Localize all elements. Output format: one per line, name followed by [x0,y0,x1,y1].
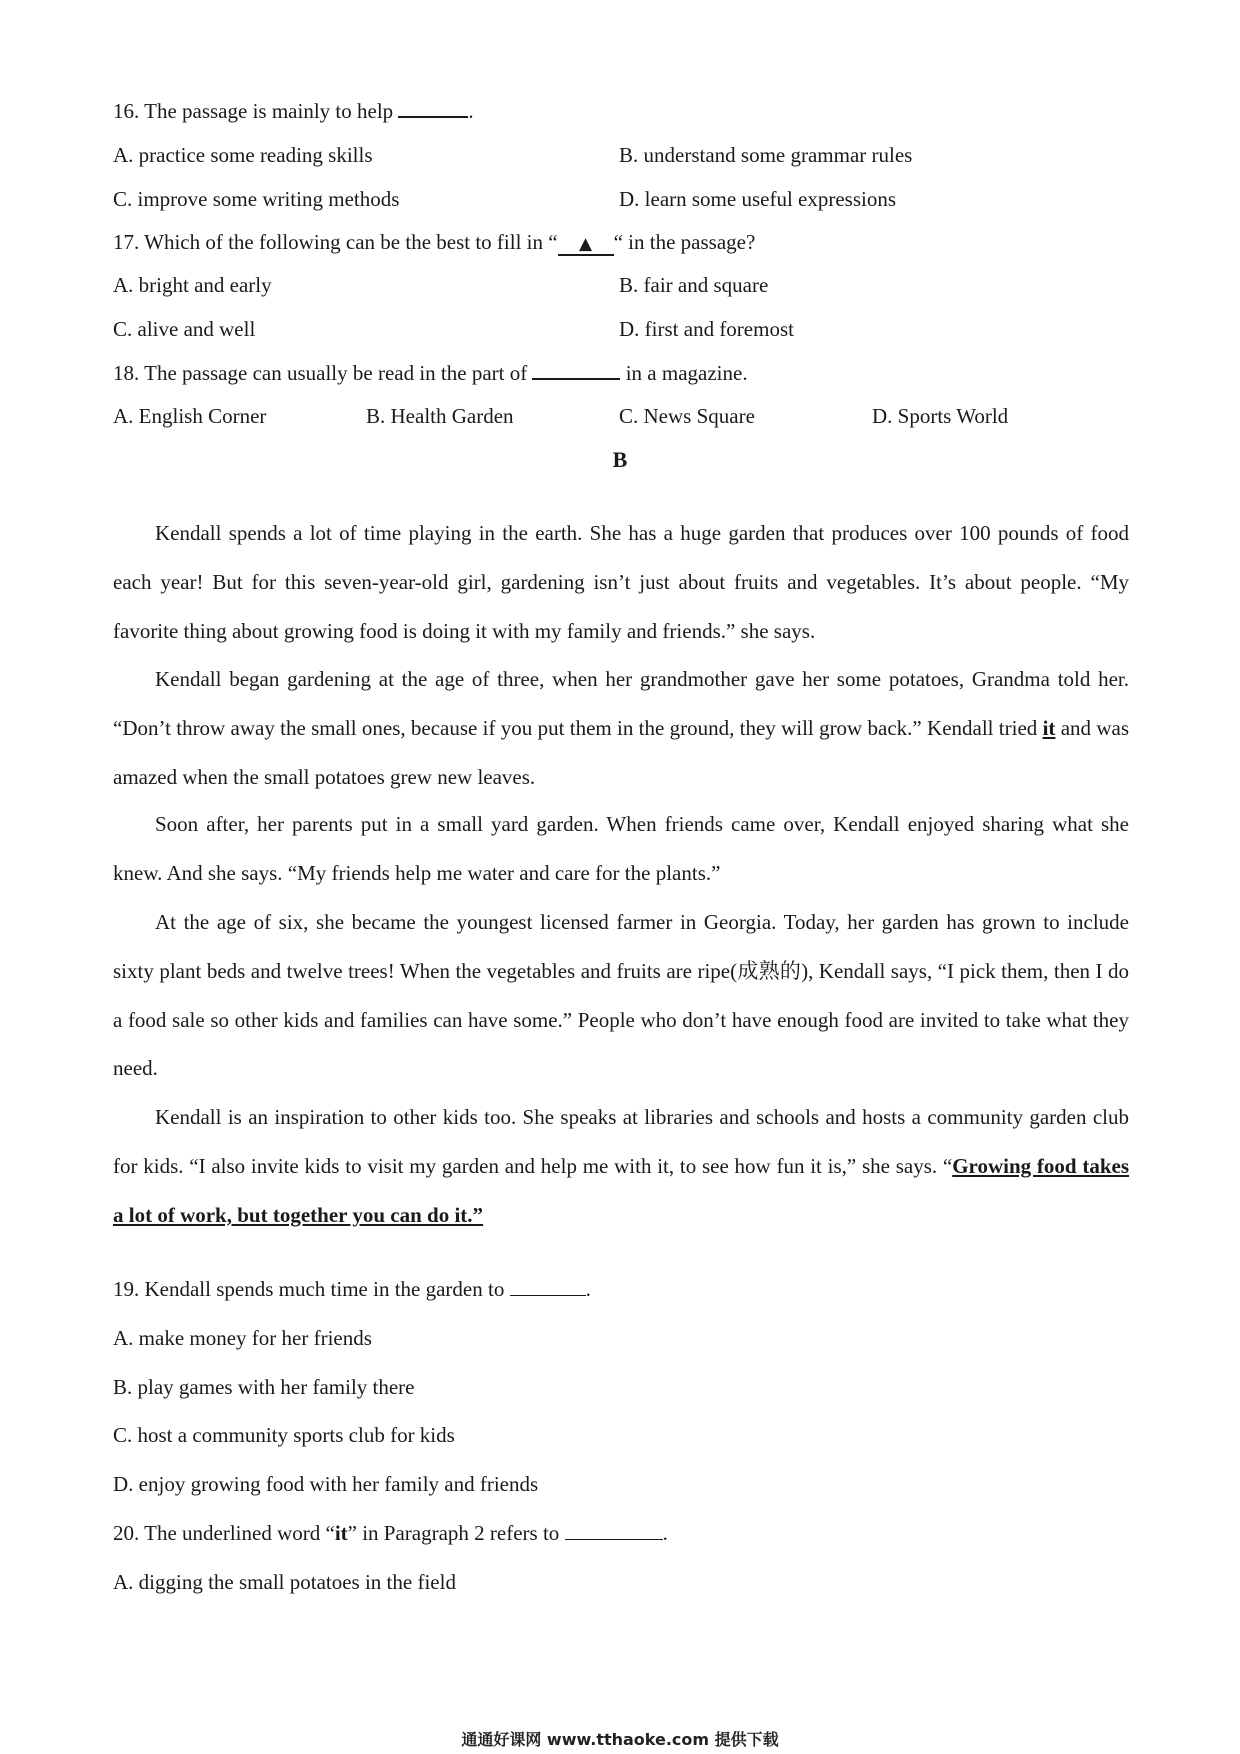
question-17-stem [113,229,755,256]
passage-paragraph-2 [113,655,1129,801]
underlined-quote: Growing food takes a lot of work, but together you can do it.” [113,1153,1129,1227]
paragraph-2-text: Kendall began gardening at the age of three, when her grandmother gave her some potatoes, Grandma told her. “Don’t throw away the small ones, because if you put them in the ground, they will grow back.” Kendall tried [113,667,1129,740]
question-17-text: 17. Which of the following can be the best to fill in “ [113,230,558,254]
q17-option-a: A. bright and early [113,273,272,297]
q18-option-b: B. Health Garden [366,404,514,428]
q20-option-a: A. digging the small potatoes in the field [113,1570,456,1594]
q16-option-d: D. learn some useful expressions [619,187,897,211]
answer-blank [398,98,468,118]
q16-option-b: B. understand some grammar rules [619,143,913,167]
answer-blank [510,1277,586,1296]
triangle-icon: ▲ [579,234,593,254]
q17-option-c: C. alive and well [113,317,256,341]
q19-option-a: A. make money for her friends [113,1326,372,1350]
q16-option-c: C. improve some writing methods [113,187,400,211]
answer-blank [565,1521,663,1540]
question-19-end: . [585,1277,591,1301]
footer-watermark: 通通好课网 www.tthaoke.com 提供下载 [461,1730,779,1749]
question-19-text: 19. Kendall spends much time in the garden to [113,1277,510,1301]
q17-option-d: D. first and foremost [619,317,794,341]
q16-option-a: A. practice some reading skills [113,143,373,167]
question-19-stem [113,1276,591,1302]
question-20-text: 20. The underlined word “ [113,1521,335,1545]
passage-paragraph-1: Kendall spends a lot of time playing in the earth. She has a huge garden that produces over 100 pounds of food each year! But for this seven-year-old girl, gardening isn’t just about fruits and vegetables. It’s about people. “My favorite thing about growing food is doing it with my family and friends.” she says. [113,521,1129,643]
quoted-word-it: it [334,1521,348,1545]
answer-blank [532,360,620,380]
q17-option-b: B. fair and square [619,273,769,297]
question-20-text-mid: ” in Paragraph 2 refers to [347,1521,565,1545]
question-17-end: “ in the passage? [613,230,756,254]
q18-option-d: D. Sports World [872,404,1009,428]
q19-option-c: C. host a community sports club for kids [113,1423,455,1447]
passage-paragraph-5 [113,1093,1129,1239]
passage-paragraph-4: At the age of six, she became the youngest licensed farmer in Georgia. Today, her garden has grown to include sixty plant beds and twelve trees! When the vegetables and fruits are ripe(成熟的), Kendall says, “I pick them, then I do a food sale so other kids and families can have some.” People who don’t have enough food are invited to take what they need. [113,910,1129,1081]
paragraph-5-text: Kendall is an inspiration to other kids too. She speaks at libraries and schools and hosts a community garden club for kids. “I also invite kids to visit my garden and help me with it, to see how fun it is,” she says. “ [113,1105,1129,1178]
section-heading-b: B [612,447,628,472]
q19-option-d: D. enjoy growing food with her family and friends [113,1472,539,1496]
passage-paragraph-3: Soon after, her parents put in a small yard garden. When friends came over, Kendall enjoyed sharing what she knew. And she says. “My friends help me water and care for the plants.” [113,812,1129,885]
question-16-stem [113,98,474,124]
triangle-marker-blank [558,232,614,256]
question-18-text: 18. The passage can usually be read in the part of [113,361,533,385]
q19-option-b: B. play games with her family there [113,1375,415,1399]
question-18-end: in a magazine. [620,361,748,385]
q18-option-c: C. News Square [619,404,755,428]
question-16-text: 16. The passage is mainly to help [113,99,399,123]
question-16-end: . [468,99,474,123]
underlined-word-it: it [1042,715,1056,740]
question-20-end: . [662,1521,668,1545]
paragraph-2-text-end: and was amazed when the small potatoes grew new leaves. [113,715,1129,789]
q18-option-a: A. English Corner [113,404,267,428]
question-20-stem [113,1520,668,1546]
question-18-stem [113,360,748,386]
